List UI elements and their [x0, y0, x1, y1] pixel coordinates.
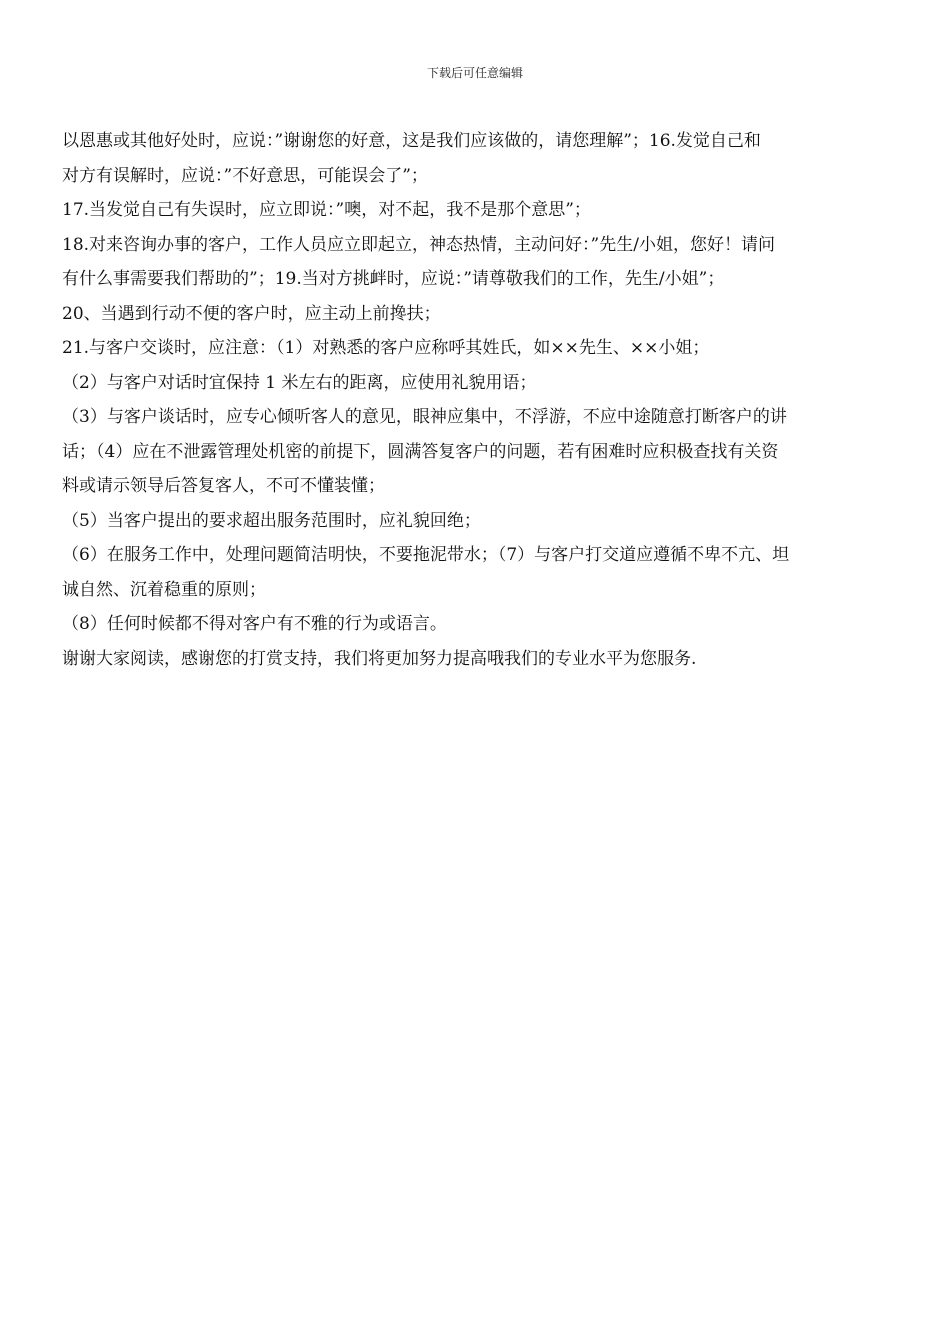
text-line: 话；（4）应在不泄露管理处机密的前提下，圆满答复客户的问题，若有困难时应积极查找有关资 — [62, 441, 779, 462]
text-line: （6）在服务工作中，处理问题简洁明快，不要拖泥带水；（7）与客户打交道应遵循不卑不亢、坦 — [62, 545, 790, 565]
text-line: 21.与客户交谈时，应注意：（1）对熟悉的客户应称呼其姓氏，如××先生、××小姐； — [62, 338, 710, 358]
text-line: （8）任何时候都不得对客户有不雅的行为或语言。 — [62, 614, 447, 634]
document-body — [62, 124, 892, 676]
text-line: 诚自然、沉着稳重的原则； — [62, 579, 266, 600]
text-line: 对方有误解时，应说：”不好意思，可能误会了”； — [62, 165, 428, 186]
text-line: 20、当遇到行动不便的客户时，应主动上前搀扶； — [62, 303, 441, 324]
text-line: 17.当发觉自己有失误时，应立即说：”噢，对不起，我不是那个意思”； — [62, 200, 591, 220]
text-line: （3）与客户谈话时，应专心倾听客人的意见，眼神应集中，不浮游，不应中途随意打断客户的讲 — [62, 407, 787, 427]
text-line: 料或请示领导后答复客人，不可不懂装懂； — [62, 476, 385, 496]
text-line: （2）与客户对话时宜保持 1 米左右的距离，应使用礼貌用语； — [62, 372, 537, 393]
text-line: 谢谢大家阅读，感谢您的打赏支持，我们将更加努力提高哦我们的专业水平为您服务. — [62, 648, 697, 669]
text-line: 有什么事需要我们帮助的”；19.当对方挑衅时，应说：”请尊敬我们的工作，先生/小姐”； — [62, 269, 725, 289]
page-header: 下载后可任意编辑 — [426, 66, 523, 80]
text-line: （5）当客户提出的要求超出服务范围时，应礼貌回绝； — [62, 510, 481, 531]
text-line: 以恩惠或其他好处时，应说：”谢谢您的好意，这是我们应该做的，请您理解”；16.发觉自己和 — [62, 131, 761, 151]
text-line: 18.对来咨询办事的客户，工作人员应立即起立，神态热情，主动问好：”先生/小姐，您好！请问 — [62, 234, 775, 255]
